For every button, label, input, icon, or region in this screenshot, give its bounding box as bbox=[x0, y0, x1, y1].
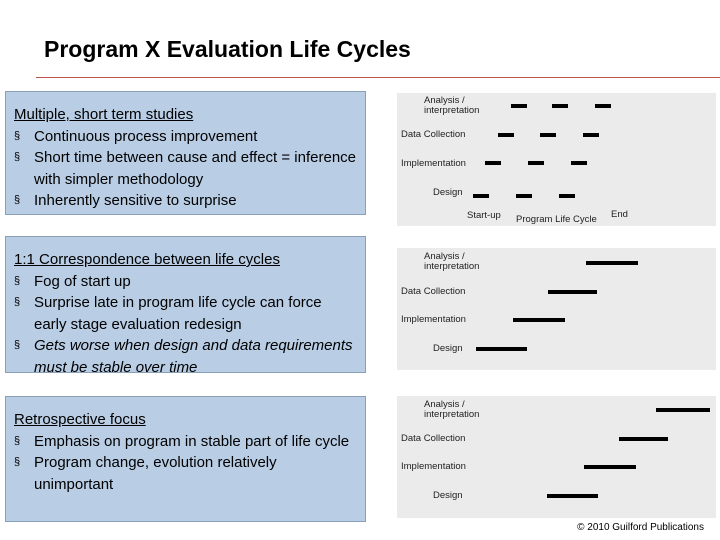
bullet-icon: § bbox=[14, 151, 21, 164]
list-item: § Short time between cause and effect = inference with simpler methodology bbox=[14, 149, 357, 188]
activity-bar bbox=[540, 133, 556, 137]
bullet-icon: § bbox=[14, 129, 21, 142]
stage-label-analysis: Analysis / interpretation bbox=[424, 251, 480, 272]
activity-bar bbox=[583, 133, 599, 137]
bullet-icon: § bbox=[14, 339, 21, 352]
diagram-panel-correspondence bbox=[397, 248, 716, 370]
activity-bar bbox=[547, 494, 598, 498]
page-title: Program X Evaluation Life Cycles bbox=[44, 36, 411, 62]
list-item: § Continuous process improvement bbox=[14, 126, 357, 148]
activity-bar bbox=[552, 104, 568, 108]
stage-label-analysis: Analysis / interpretation bbox=[424, 95, 480, 116]
list-item: § Emphasis on program in stable part of life cycle bbox=[14, 431, 357, 453]
stage-label-analysis: Analysis / interpretation bbox=[424, 399, 480, 420]
stage-label-implementation: Implementation bbox=[401, 461, 466, 472]
activity-bar bbox=[498, 133, 514, 137]
stage-label-design: Design bbox=[433, 343, 463, 354]
bullet-icon: § bbox=[14, 456, 21, 469]
box-heading: 1:1 Correspondence between life cycles bbox=[14, 251, 280, 268]
bullet-icon: § bbox=[14, 194, 21, 207]
text-box-correspondence bbox=[5, 236, 366, 376]
activity-bar bbox=[559, 194, 575, 198]
activity-bar bbox=[476, 347, 527, 351]
list-item: § Surprise late in program life cycle can force early stage evaluation redesign bbox=[14, 294, 322, 333]
box-heading: Retrospective focus bbox=[14, 411, 146, 428]
activity-bar bbox=[656, 408, 710, 412]
diagram-panel-retrospective bbox=[397, 396, 716, 518]
activity-bar bbox=[511, 104, 527, 108]
stage-label-design: Design bbox=[433, 187, 463, 198]
stage-label-design: Design bbox=[433, 490, 463, 501]
copyright-notice: © 2010 Guilford Publications bbox=[577, 522, 704, 533]
activity-bar bbox=[473, 194, 489, 198]
activity-bar bbox=[595, 104, 611, 108]
stage-label-data-collection: Data Collection bbox=[401, 433, 466, 444]
bullet-icon: § bbox=[14, 434, 21, 447]
activity-bar bbox=[513, 318, 565, 322]
bullet-icon: § bbox=[14, 274, 21, 287]
list-item: § Fog of start up bbox=[14, 271, 357, 293]
stage-label-data-collection: Data Collection bbox=[401, 129, 466, 140]
stage-label-implementation: Implementation bbox=[401, 158, 466, 169]
activity-bar bbox=[584, 465, 636, 469]
diagram-panel-multiple bbox=[397, 93, 716, 226]
activity-bar bbox=[528, 161, 544, 165]
axis-label-middle: Program Life Cycle bbox=[516, 214, 597, 225]
stage-label-implementation: Implementation bbox=[401, 314, 466, 325]
list-item: § Program change, evolution relatively unimportant bbox=[14, 454, 277, 493]
activity-bar bbox=[586, 261, 638, 265]
activity-bar bbox=[485, 161, 501, 165]
activity-bar bbox=[571, 161, 587, 165]
axis-label-start: Start-up bbox=[467, 210, 501, 221]
list-item: § Gets worse when design and data requirements must be stable over time bbox=[14, 337, 353, 376]
title-divider bbox=[36, 77, 720, 78]
axis-label-end: End bbox=[611, 209, 628, 220]
stage-label-data-collection: Data Collection bbox=[401, 286, 466, 297]
activity-bar bbox=[548, 290, 597, 294]
activity-bar bbox=[516, 194, 532, 198]
list-item: § Inherently sensitive to surprise bbox=[14, 190, 357, 212]
bullet-icon: § bbox=[14, 296, 21, 309]
text-box-short-term bbox=[5, 91, 366, 215]
box-heading: Multiple, short term studies bbox=[14, 106, 194, 123]
activity-bar bbox=[619, 437, 668, 441]
text-box-retrospective bbox=[5, 396, 366, 522]
